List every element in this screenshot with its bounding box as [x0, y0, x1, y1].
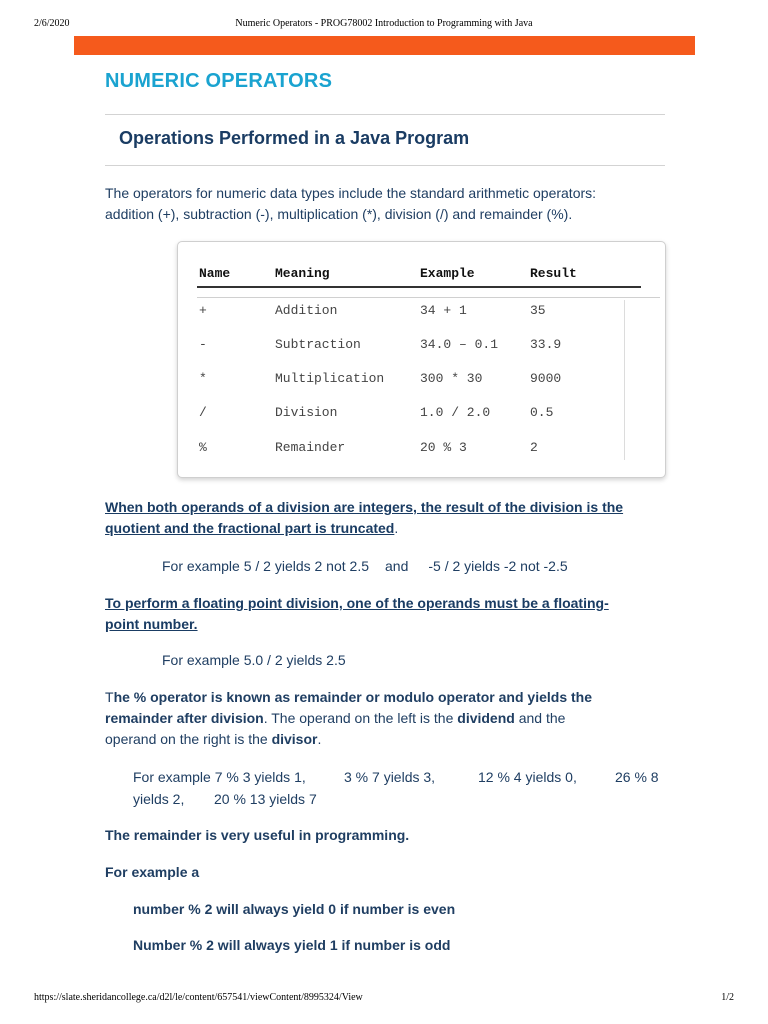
modulo-example-2: 3 % 7 yields 3, — [344, 769, 436, 785]
table-cell: 34 + 1 — [420, 303, 467, 318]
division-example-and: and — [385, 558, 409, 574]
division-example-a: For example 5 / 2 yields 2 not 2.5 — [162, 558, 369, 574]
table-cell: - — [199, 337, 207, 352]
intro-paragraph — [105, 183, 680, 225]
table-cell: * — [199, 371, 207, 386]
table-cell: 35 — [530, 303, 546, 318]
division-example-b: -5 / 2 yields -2 not -2.5 — [428, 558, 568, 574]
modulo-example-5: 20 % 13 yields 7 — [214, 791, 317, 807]
print-footer — [34, 992, 734, 1006]
section-title: Operations Performed in a Java Program — [119, 128, 470, 148]
table-header-meaning: Meaning — [275, 266, 330, 281]
table-cell: 9000 — [530, 371, 562, 386]
accent-bar — [74, 36, 695, 55]
table-header-result: Result — [530, 266, 577, 281]
table-header-rule — [197, 286, 641, 288]
float-rule-line-2: point number. — [105, 616, 198, 632]
modulo-bold-line-1: he % operator is known as remainder or modulo operator and yields the — [113, 689, 592, 705]
table-cell: Subtraction — [275, 337, 361, 352]
divider — [105, 165, 665, 166]
table-divider — [624, 300, 625, 460]
table-cell: + — [199, 303, 207, 318]
division-rule-paragraph — [105, 497, 680, 539]
print-page-number: 1/2 — [721, 992, 734, 1003]
table-cell: 300 * 30 — [420, 371, 483, 386]
table-header-example: Example — [420, 266, 475, 281]
modulo-line-3-end: . — [317, 731, 322, 747]
remainder-useful: The remainder is very useful in programming. — [105, 827, 410, 843]
table-cell: 33.9 — [530, 337, 562, 352]
modulo-bold-line-2: remainder after division — [105, 710, 264, 726]
print-url: https://slate.sheridancollege.ca/d2l/le/content/657541/viewContent/8995324/View — [34, 992, 363, 1003]
divider — [105, 114, 665, 115]
table-cell: 1.0 / 2.0 — [420, 405, 491, 420]
odd-rule: Number % 2 will always yield 1 if number is odd — [133, 937, 451, 953]
even-rule: number % 2 will always yield 0 if number is even — [133, 901, 456, 917]
float-rule-paragraph — [105, 593, 680, 635]
division-rule-period: . — [394, 520, 399, 536]
print-date: 2/6/2020 — [34, 18, 70, 29]
operators-table — [177, 241, 666, 478]
table-cell: Multiplication — [275, 371, 385, 386]
modulo-line-3: operand on the right is the — [105, 731, 272, 747]
table-rule — [197, 297, 660, 298]
print-title: Numeric Operators - PROG78002 Introduction to Programming with Java — [235, 18, 533, 29]
modulo-paragraph — [105, 687, 680, 750]
modulo-plain-b: and the — [514, 710, 566, 726]
modulo-plain-a: . The operand on the left is the — [263, 710, 458, 726]
table-cell: 2 — [530, 440, 538, 455]
table-cell: Addition — [275, 303, 338, 318]
division-rule-line-1: When both operands of a division are integers, the result of the division is the — [105, 499, 624, 515]
modulo-example-1: For example 7 % 3 yields 1, — [133, 769, 306, 785]
division-example — [162, 556, 568, 577]
table-cell: Remainder — [275, 440, 346, 455]
table-cell: % — [199, 440, 207, 455]
table-cell: 20 % 3 — [420, 440, 467, 455]
table-header-name: Name — [199, 266, 231, 281]
modulo-example-4b: yields 2, — [133, 791, 185, 807]
float-example: For example 5.0 / 2 yields 2.5 — [162, 652, 346, 668]
intro-line-2: addition (+), subtraction (-), multiplication (*), division (/) and remainder (%). — [105, 206, 573, 222]
modulo-divisor: divisor — [271, 731, 318, 747]
float-rule-line-1: To perform a floating point division, one of the operands must be a floating- — [105, 595, 609, 611]
for-example-a: For example a — [105, 864, 200, 880]
table-cell: / — [199, 405, 207, 420]
modulo-example-4: 26 % 8 — [615, 769, 659, 785]
table-cell: 34.0 – 0.1 — [420, 337, 499, 352]
modulo-dividend: dividend — [457, 710, 515, 726]
division-rule-line-2: quotient and the fractional part is truncated — [105, 520, 395, 536]
intro-line-1: The operators for numeric data types include the standard arithmetic operators: — [105, 185, 597, 201]
print-header — [34, 18, 734, 32]
table-cell: Division — [275, 405, 338, 420]
page-title: NUMERIC OPERATORS — [105, 70, 333, 92]
modulo-example-3: 12 % 4 yields 0, — [478, 769, 577, 785]
modulo-t: T — [105, 689, 114, 705]
table-cell: 0.5 — [530, 405, 554, 420]
